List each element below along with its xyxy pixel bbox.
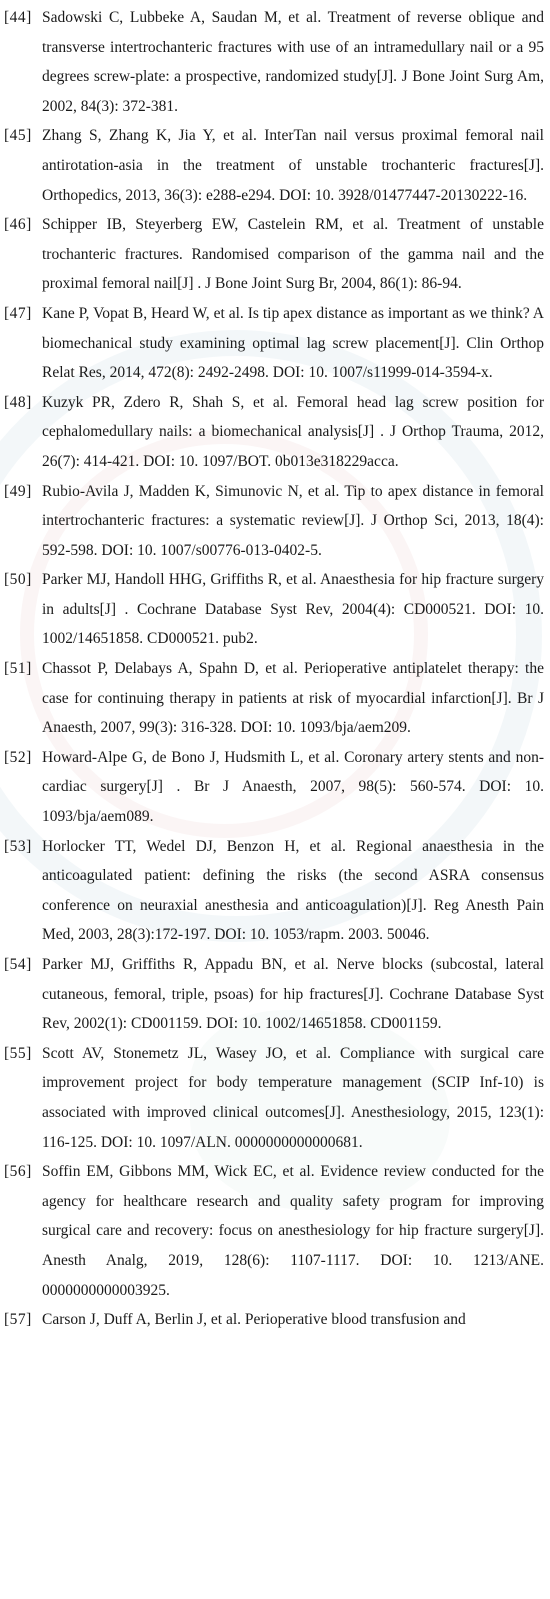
reference-item [4,477,544,566]
reference-number: [49] [4,482,32,500]
reference-text: Scott AV, Stonemetz JL, Wasey JO, et al. Compliance with surgical care improvement project for body temperature management (SCIP Inf-10) is associated with improved clinical outcomes[J]. Anesthesiology, 2015, 123(1): 116-125. DOI: 10. 1097/ALN. 0000000000000681. [42,1044,544,1151]
reference-text: Sadowski C, Lubbeke A, Saudan M, et al. Treatment of reverse oblique and transverse intertrochanteric fractures with use of an intramedullary nail or a 95 degrees screw-plate: a prospective, randomized study[J]. J Bone Joint Surg Am, 2002, 84(3): 372-381. [42,9,544,115]
reference-text: Soffin EM, Gibbons MM, Wick EC, et al. Evidence review conducted for the agency for healthcare research and quality safety program for improving surgical care and recovery: focus on anesthesiology for hip fracture surgery[J]. Anesth Analg, 2019, 128(6): 1107-1117. DOI: 10. 1213/ANE. 0000000000003925. [42,1163,544,1299]
reference-text: Kuzyk PR, Zdero R, Shah S, et al. Femoral head lag screw position for cephalomedullary nails: a biomechanical analysis[J] . J Orthop Trauma, 2012, 26(7): 414-421. DOI: 10. 1097/BOT. 0b013e318229acca. [42,393,544,470]
reference-text: Howard-Alpe G, de Bono J, Hudsmith L, et al. Coronary artery stents and non-cardiac surgery[J] . Br J Anaesth, 2007, 98(5): 560-574. DOI: 10. 1093/bja/aem089. [42,748,544,826]
reference-item [4,1305,544,1335]
reference-text: Carson J, Duff A, Berlin J, et al. Perioperative blood transfusion and [42,1311,466,1329]
reference-number: [50] [4,571,32,589]
reference-list [4,3,544,1335]
reference-text: Parker MJ, Handoll HHG, Griffiths R, et al. Anaesthesia for hip fracture surgery in adults[J] . Cochrane Database Syst Rev, 2004(4): CD000521. DOI: 10. 1002/14651858. CD000521. pub2. [42,571,544,648]
reference-item [4,3,544,121]
reference-item [4,654,544,743]
reference-item [4,1039,544,1157]
reference-item [4,565,544,654]
reference-item [4,832,544,950]
reference-item [4,1157,544,1305]
reference-text: Horlocker TT, Wedel DJ, Benzon H, et al. Regional anaesthesia in the anticoagulated patient: defining the risks (the second ASRA consensus conference on neuraxial anesthesia and anticoagulation)[J]. Reg Anesth Pain Med, 2003, 28(3):172-197. DOI: 10. 1053/rapm. 2003. 50046. [42,837,544,944]
reference-number: [54] [4,956,32,973]
reference-text: Schipper IB, Steyerberg EW, Castelein RM, et al. Treatment of unstable trochanteric fractures. Randomised comparison of the gamma nail and the proximal femoral nail[J] . J Bone Joint Surg Br, 2004, 86(1): 86-94. [42,216,544,293]
reference-number: [56] [4,1163,32,1181]
reference-item [4,388,544,477]
reference-item [4,210,544,299]
reference-item [4,121,544,210]
reference-text: Chassot P, Delabays A, Spahn D, et al. Perioperative antiplatelet therapy: the case for continuing therapy in patients at risk of myocardial infarction[J]. Br J Anaesth, 2007, 99(3): 316-328. DOI: 10. 1093/bja/aem209. [42,660,544,737]
reference-number: [46] [4,216,32,234]
reference-text: Kane P, Vopat B, Heard W, et al. Is tip apex distance as important as we think? A biomechanical study examining optimal lag screw placement[J]. Clin Orthop Relat Res, 2014, 472(8): 2492-2498. DOI: 10. 1007/s11999-014-3594-x. [42,304,544,382]
reference-number: [57] [4,1311,32,1329]
reference-text: Rubio-Avila J, Madden K, Simunovic N, et al. Tip to apex distance in femoral intertrochanteric fractures: a systematic review[J]. J Orthop Sci, 2013, 18(4): 592-598. DOI: 10. 1007/s00776-013-0402-5. [42,482,544,559]
reference-text: Zhang S, Zhang K, Jia Y, et al. InterTan nail versus proximal femoral nail antirotation-asia in the treatment of unstable trochanteric fractures[J]. Orthopedics, 2013, 36(3): e288-e294. DOI: 10. 3928/01477447-20130222-16. [42,127,544,204]
reference-text: Parker MJ, Griffiths R, Appadu BN, et al. Nerve blocks (subcostal, lateral cutaneous, femoral, triple, psoas) for hip fractures[J]. Cochrane Database Syst Rev, 2002(1): CD001159. DOI: 10. 1002/14651858. CD001159. [42,956,544,1033]
reference-number: [52] [4,748,32,766]
reference-number: [53] [4,837,32,855]
reference-item [4,299,544,388]
reference-number: [48] [4,393,32,411]
reference-item [4,950,544,1039]
reference-number: [55] [4,1044,32,1062]
reference-number: [47] [4,304,32,322]
reference-number: [44] [4,9,32,26]
reference-number: [51] [4,660,32,678]
reference-number: [45] [4,127,32,145]
reference-item [4,743,544,832]
